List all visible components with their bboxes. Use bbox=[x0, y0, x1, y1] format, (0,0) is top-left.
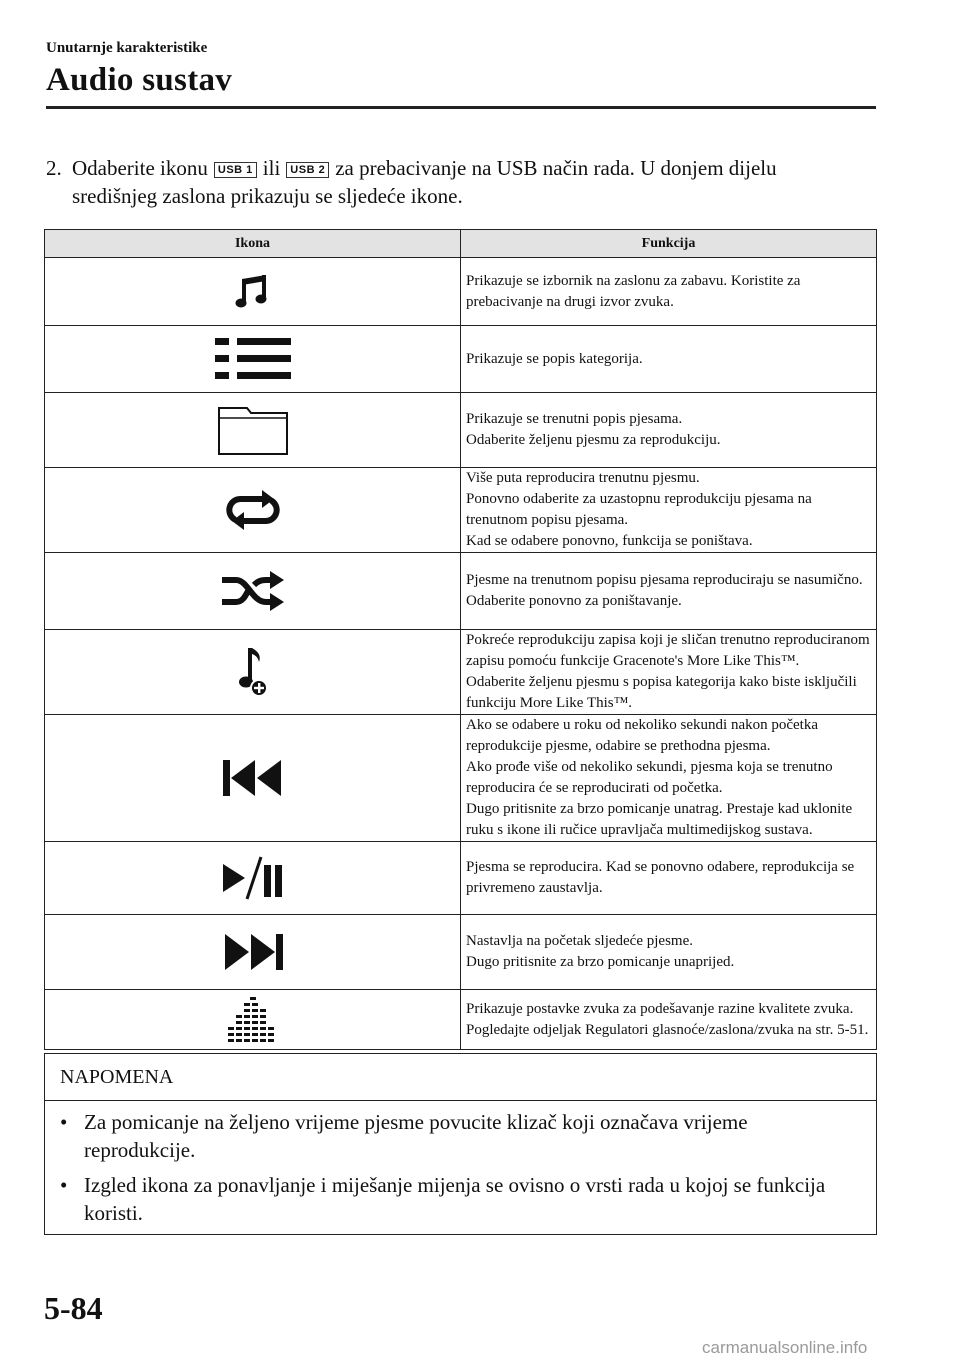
table-row bbox=[45, 553, 877, 630]
section-label: Unutarnje karakteristike bbox=[46, 40, 208, 56]
column-header-function: Funkcija bbox=[461, 230, 877, 258]
music-note-icon bbox=[233, 272, 273, 312]
icon-cell bbox=[45, 915, 461, 990]
function-line: Ako prođe više od nekoliko sekundi, pjesma koja se trenutno reproducira će se reproducirati od početka. bbox=[466, 759, 833, 796]
bullet-icon: • bbox=[60, 1173, 68, 1197]
usb1-badge-icon: USB 1 bbox=[214, 162, 257, 178]
icon-function-table bbox=[44, 229, 877, 1050]
step-line-2: središnjeg zaslona prikazuju se sljedeće ikone. bbox=[72, 184, 463, 208]
function-line: Ponovno odaberite za uzastopnu reprodukciju pjesama na trenutnom popisu pjesama. bbox=[466, 491, 812, 528]
repeat-icon bbox=[220, 490, 286, 530]
folder-icon bbox=[217, 404, 289, 456]
table-row bbox=[45, 842, 877, 915]
function-line: Pjesme na trenutnom popisu pjesama reproduciraju se nasumično. bbox=[466, 572, 863, 588]
usb2-badge-icon: USB 2 bbox=[286, 162, 329, 178]
title-rule bbox=[46, 106, 876, 109]
icon-cell bbox=[45, 715, 461, 842]
icon-cell bbox=[45, 393, 461, 468]
sound-settings-icon bbox=[226, 996, 280, 1044]
function-cell bbox=[461, 915, 877, 990]
function-line: Odaberite željenu pjesmu s popisa kategorija kako biste isključili funkciju More Like This™. bbox=[466, 674, 857, 711]
table-row bbox=[45, 630, 877, 715]
table-row bbox=[45, 715, 877, 842]
function-line: Prikazuje postavke zvuka za podešavanje razine kvalitete zvuka. bbox=[466, 1000, 854, 1017]
icon-cell bbox=[45, 990, 461, 1050]
table-row bbox=[45, 393, 877, 468]
function-cell bbox=[461, 842, 877, 915]
shuffle-icon bbox=[220, 571, 286, 611]
column-header-icon: Ikona bbox=[45, 230, 461, 258]
watermark: carmanualsonline.info bbox=[702, 1338, 868, 1357]
function-cell bbox=[461, 326, 877, 393]
function-line: Ako se odabere u roku od nekoliko sekundi nakon početka reprodukcije pjesme, odabire se prethodna pjesma. bbox=[466, 717, 818, 754]
step-text-b: ili bbox=[262, 156, 281, 180]
function-line: Prikazuje se popis kategorija. bbox=[466, 350, 643, 367]
step-number: 2. bbox=[46, 156, 62, 180]
note-item-text: Za pomicanje na željeno vrijeme pjesme povucite klizač koji označava vrijeme reprodukcije. bbox=[84, 1110, 748, 1162]
step-text-a: Odaberite ikonu bbox=[72, 156, 208, 180]
icon-cell bbox=[45, 630, 461, 715]
icon-cell bbox=[45, 842, 461, 915]
function-line: Prikazuje se izbornik na zaslonu za zabavu. Koristite za prebacivanje na drugi izvor zvuka. bbox=[466, 272, 801, 310]
icon-cell bbox=[45, 553, 461, 630]
table-row bbox=[45, 990, 877, 1050]
function-line: Dugo pritisnite za brzo pomicanje unaprijed. bbox=[466, 954, 735, 970]
function-line: Više puta reproducira trenutnu pjesmu. bbox=[466, 470, 700, 486]
icon-cell bbox=[45, 258, 461, 326]
function-line: Odaberite željenu pjesmu za reprodukciju. bbox=[466, 432, 721, 448]
function-line: Odaberite ponovno za poništavanje. bbox=[466, 593, 682, 609]
function-line: Prikazuje se trenutni popis pjesama. bbox=[466, 411, 683, 427]
next-track-icon bbox=[221, 932, 285, 972]
step-text-c: za prebacivanje na USB način rada. U donjem dijelu bbox=[335, 156, 777, 180]
note-box bbox=[44, 1053, 877, 1235]
icon-cell bbox=[45, 326, 461, 393]
table-row bbox=[45, 468, 877, 553]
bullet-icon: • bbox=[60, 1110, 68, 1134]
page-title: Audio sustav bbox=[46, 62, 233, 98]
function-line: Dugo pritisnite za brzo pomicanje unatrag. Prestaje kad uklonite ruku s ikone ili ručice upravljača multimedijskog sustava. bbox=[466, 801, 853, 838]
table-row bbox=[45, 915, 877, 990]
note-item-text: Izgled ikona za ponavljanje i miješanje mijenja se ovisno o vrsti rada u kojoj se funkcija koristi. bbox=[84, 1173, 826, 1225]
more-like-this-icon bbox=[233, 646, 273, 698]
note-heading: NAPOMENA bbox=[45, 1054, 876, 1101]
function-cell bbox=[461, 258, 877, 326]
function-cell bbox=[461, 553, 877, 630]
previous-track-icon bbox=[221, 758, 285, 798]
table-header-row bbox=[45, 230, 877, 258]
play-pause-icon bbox=[221, 855, 285, 901]
function-cell bbox=[461, 715, 877, 842]
icon-cell bbox=[45, 468, 461, 553]
function-line: Pjesma se reproducira. Kad se ponovno odabere, reprodukcija se privremeno zaustavlja. bbox=[466, 859, 855, 896]
table-row bbox=[45, 258, 877, 326]
function-cell bbox=[461, 990, 877, 1050]
function-cell bbox=[461, 630, 877, 715]
table-row bbox=[45, 326, 877, 393]
function-line: Pokreće reprodukciju zapisa koji je sličan trenutno reproduciranom zapisu pomoću funkcije Gracenote's More Like This™. bbox=[466, 632, 870, 669]
step-line-1 bbox=[72, 154, 777, 182]
page-number: 5-84 bbox=[44, 1290, 103, 1326]
function-cell bbox=[461, 393, 877, 468]
function-line: Kad se odabere ponovno, funkcija se poništava. bbox=[466, 533, 753, 549]
function-cell bbox=[461, 468, 877, 553]
function-line: Nastavlja na početak sljedeće pjesme. bbox=[466, 933, 693, 949]
category-list-icon bbox=[213, 336, 293, 382]
function-line: Pogledajte odjeljak Regulatori glasnoće/zaslona/zvuka na str. 5-51. bbox=[466, 1021, 869, 1038]
